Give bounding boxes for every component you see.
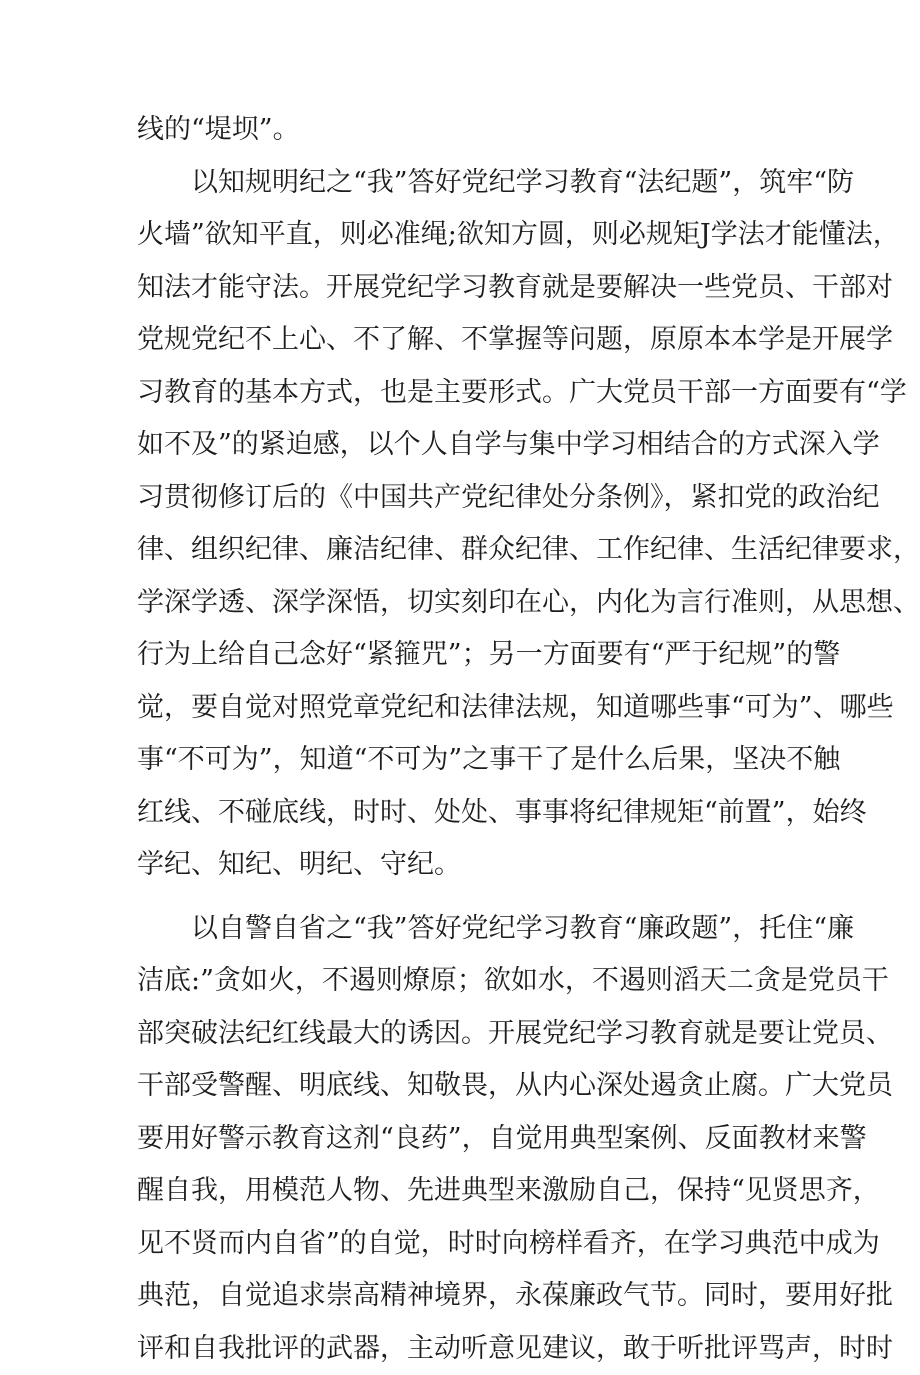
text-line: 行为上给自己念好“紧箍咒”；另一方面要有“严于纪规”的警 [137,629,793,682]
text-line: 事“不可为”，知道“不可为”之事干了是什么后果，坚决不触 [137,734,793,787]
text-line: 部突破法纪红线最大的诱因。开展党纪学习教育就是要让党员、 [137,1008,793,1061]
paragraph-discipline-study [137,157,793,892]
text-line: 知法才能守法。开展党纪学习教育就是要解决一些党员、干部对 [137,262,793,315]
document-body [137,104,793,1375]
text-line: 以知规明纪之“我”答好党纪学习教育“法纪题”，筑牢“防 [137,157,793,210]
text-line: 典范，自觉追求崇高精神境界，永葆廉政气节。同时，要用好批 [137,1270,793,1323]
text-line: 干部受警醒、明底线、知敬畏，从内心深处遏贪止腐。广大党员 [137,1060,793,1113]
text-line: 见不贤而内自省”的自觉，时时向榜样看齐，在学习典范中成为 [137,1218,793,1271]
text-line: 党规党纪不上心、不了解、不掌握等问题，原原本本学是开展学 [137,314,793,367]
text-line: 线的“堤坝”。 [137,104,793,157]
text-line: 习教育的基本方式，也是主要形式。广大党员干部一方面要有“学 [137,367,793,420]
text-line: 要用好警示教育这剂“良药”，自觉用典型案例、反面教材来警 [137,1113,793,1166]
text-line: 律、组织纪律、廉洁纪律、群众纪律、工作纪律、生活纪律要求， [137,524,793,577]
paragraph-spacer [137,892,793,903]
text-line: 如不及”的紧迫感，以个人自学与集中学习相结合的方式深入学 [137,419,793,472]
paragraph-fragment [137,104,793,157]
paragraph-integrity [137,903,793,1375]
text-line: 洁底:”贪如火，不遏则燎原；欲如水，不遏则滔天二贪是党员干 [137,955,793,1008]
text-line: 学纪、知纪、明纪、守纪。 [137,839,793,892]
text-line: 醒自我，用模范人物、先进典型来激励自己，保持“见贤思齐， [137,1165,793,1218]
text-line: 火墙”欲知平直，则必准绳;欲知方圆，则必规矩J学法才能懂法， [137,209,793,262]
text-line: 习贯彻修订后的《中国共产党纪律处分条例》，紧扣党的政治纪 [137,472,793,525]
text-line: 学深学透、深学深悟，切实刻印在心，内化为言行准则，从思想、 [137,577,793,630]
text-line: 觉，要自觉对照党章党纪和法律法规，知道哪些事“可为”、哪些 [137,682,793,735]
text-line: 评和自我批评的武器，主动听意见建议，敢于听批评骂声，时时 [137,1323,793,1375]
text-line: 以自警自省之“我”答好党纪学习教育“廉政题”，托住“廉 [137,903,793,956]
text-line: 红线、不碰底线，时时、处处、事事将纪律规矩“前置”，始终 [137,787,793,840]
